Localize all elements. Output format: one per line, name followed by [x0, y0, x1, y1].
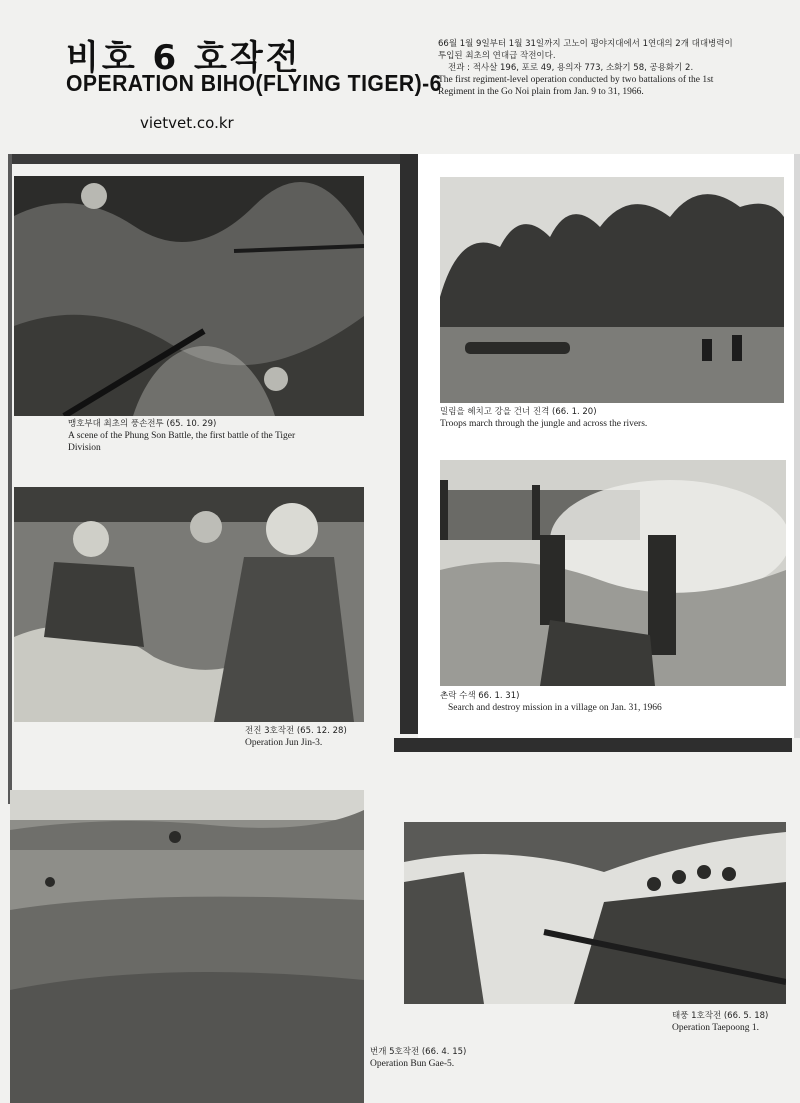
photo-phung-son-battle: [14, 176, 364, 416]
caption-english: Operation Jun Jin-3.: [245, 738, 323, 748]
photo-river-crossing: [440, 177, 784, 403]
caption-river-crossing: [440, 406, 647, 430]
photo-operation-taepoong: [404, 822, 786, 1004]
intro-line: 전과 : 적사살 196, 포로 49, 용의자 773, 소화기 58, 공용화기 2.: [448, 63, 694, 73]
frame-border-left: [8, 154, 12, 804]
caption-village-search: [440, 690, 662, 714]
page-title-english: OPERATION BIHO(FLYING TIGER)-6: [66, 70, 442, 96]
caption-korean: 전진 3호작전 (65. 12. 28): [245, 726, 347, 736]
intro-text: [438, 38, 788, 98]
intro-line: 투입된 최초의 연대급 작전이다.: [438, 51, 556, 61]
caption-english: Operation Taepoong 1.: [672, 1023, 760, 1033]
caption-english: A scene of the Phung Son Battle, the first battle of the Tiger: [68, 431, 296, 441]
intro-line: 66월 1월 9일부터 1월 31일까지 고노이 평야지대에서 1연대의 2개 대대병력이: [438, 39, 733, 49]
frame-border-bottom: [394, 738, 792, 752]
caption-korean: 촌락 수색 66. 1. 31): [440, 691, 520, 701]
caption-korean: 밀림을 헤치고 강을 건너 진격 (66. 1. 20): [440, 407, 597, 417]
caption-english: Search and destroy mission in a village on Jan. 31, 1966: [448, 703, 662, 713]
caption-korean: 번개 5호작전 (66. 4. 15): [370, 1047, 467, 1057]
photo-operation-jun-jin: [14, 487, 364, 722]
caption-phung-son-battle: [68, 418, 295, 454]
intro-line: The first regiment-level operation conducted by two battalions of the 1st: [438, 75, 714, 85]
caption-operation-jun-jin: [245, 725, 347, 749]
frame-border-divider: [400, 154, 418, 734]
photo-village-search: [440, 460, 786, 686]
caption-operation-taepoong: [672, 1010, 768, 1034]
intro-line: Regiment in the Go Noi plain from Jan. 9 to 31, 1966.: [438, 87, 644, 97]
source-watermark: vietvet.co.kr: [140, 114, 234, 132]
photo-operation-bun-gae: [10, 790, 364, 1103]
page-title-korean: 비호 6 호작전: [66, 38, 302, 78]
caption-operation-bun-gae: [370, 1046, 466, 1070]
caption-korean: 맹호부대 최초의 풍손전투 (65. 10. 29): [68, 419, 217, 429]
frame-border-top: [8, 154, 418, 164]
caption-english: Operation Bun Gae-5.: [370, 1059, 455, 1069]
caption-english: Division: [68, 443, 101, 453]
caption-english: Troops march through the jungle and across the rivers.: [440, 419, 648, 429]
caption-korean: 태풍 1호작전 (66. 5. 18): [672, 1011, 769, 1021]
